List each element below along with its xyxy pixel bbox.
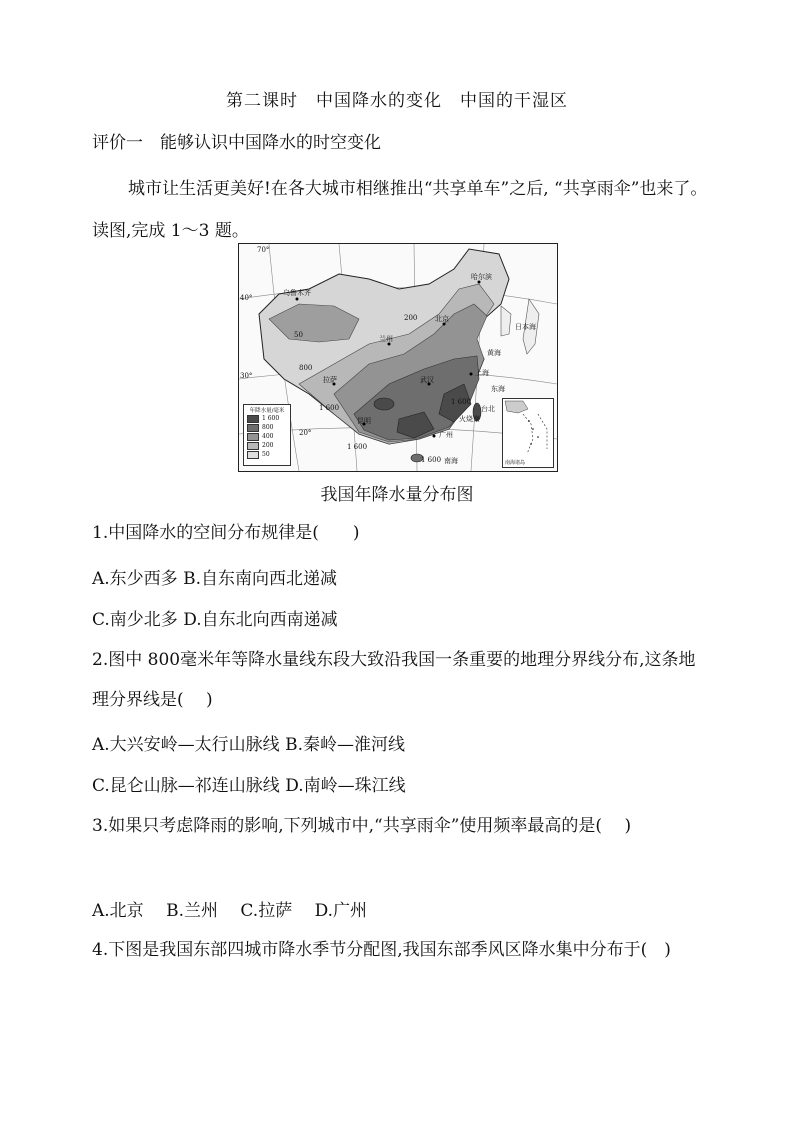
label-riben: 日本海 [515,323,536,331]
precipitation-map [238,243,558,472]
label-val800: 800 [299,364,313,372]
label-huanghai: 黄海 [487,349,501,357]
label-val50: 50 [294,331,303,339]
label-val200: 200 [404,314,418,322]
question-4: 4.下图是我国东部四城市降水季节分配图,我国东部季风区降水集中分布于( ) [92,940,671,960]
label-harbin: 哈尔滨 [471,273,492,281]
label-lat20: 20° [299,429,312,437]
legend-row [244,432,290,441]
legend-row [244,441,290,450]
q2-options-line2: C.昆仑山脉—祁连山脉线 D.南岭—珠江线 [92,776,406,796]
legend-swatch [247,433,259,441]
label-urumqi: 乌鲁木齐 [283,289,311,297]
legend-row [244,423,290,432]
south-china-sea-inset [502,398,554,468]
label-wuhan: 武汉 [420,376,434,384]
question-3: 3.如果只考虑降雨的影响,下列城市中,“共享雨伞”使用频率最高的是( ) [92,816,632,836]
legend-label: 50 [262,451,270,458]
q2-options-line1: A.大兴安岭—太行山脉线 B.秦岭—淮河线 [92,735,405,755]
q3-options-line1: A.北京 B.兰州 C.拉萨 D.广州 [92,901,368,921]
label-lanzhou: 兰州 [379,335,393,343]
zone-1600-c [374,398,394,410]
question-1: 1.中国降水的空间分布规律是( ) [92,523,360,543]
map-caption: 我国年降水量分布图 [320,485,474,505]
question-2: 2.图中 800毫米年等降水量线东段大致沿我国一条重要的地理分界线分布,这条地理分界线是( ) [92,650,696,710]
legend-swatch [247,442,259,450]
page-title: 第二课时 中国降水的变化 中国的干湿区 [226,91,568,111]
legend-row [244,450,290,459]
label-huoshaoliao: 火烧寮 [459,415,480,423]
q1-options-line1: A.东少西多 B.自东南向西北递减 [92,569,337,589]
legend-row [244,414,290,423]
label-val1600c: 1 600 [347,443,368,451]
label-kunming: 昆明 [357,417,371,425]
inset-title: 南海诸岛 [505,460,526,466]
legend-swatch [247,451,259,459]
label-val1600d: 1 600 [421,456,442,464]
korea-outline [501,306,511,336]
legend-label: 400 [262,433,274,440]
legend-label: 1 600 [262,415,280,422]
q1-options-line2: C.南少北多 D.自东北向西南递减 [92,610,338,630]
label-lon: 70° [257,246,270,254]
label-lat40: 40° [240,294,253,302]
map-legend [243,404,291,466]
label-beijing: 北京 [435,315,449,323]
label-shanghai: 上海 [475,369,489,377]
label-lasa: 拉萨 [323,376,337,384]
label-val1600b: 1 600 [451,398,472,406]
inset-graphic [503,399,553,459]
label-lat30: 30° [240,372,253,380]
label-donghai: 东海 [491,385,505,393]
legend-swatch [247,415,259,423]
label-nanhai: 南海 [444,457,458,465]
intro-paragraph: 城市让生活更美好!在各大城市相继推出“共享单车”之后, “共享雨伞”也来了。读图,完成 1～3 题。 [92,179,708,241]
legend-label: 200 [262,442,274,449]
legend-label: 800 [262,424,274,431]
legend-swatch [247,424,259,432]
section-heading: 评价一 能够认识中国降水的时空变化 [92,133,381,153]
label-val1600a: 1 600 [319,404,340,412]
label-guangzhou: 广州 [439,431,453,439]
legend-title: 年降水量/毫米 [249,408,285,414]
label-taipei: 台北 [481,405,495,413]
